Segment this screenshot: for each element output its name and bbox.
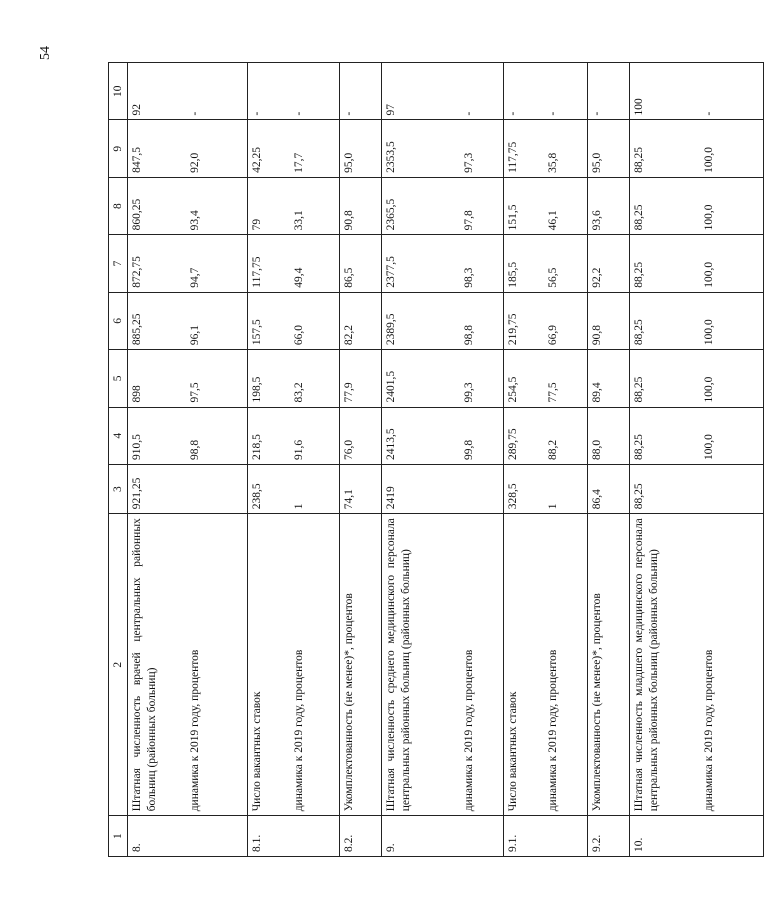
value-cell: 847,5 (128, 120, 186, 177)
indicator-label-cell: динамика к 2019 году, процентов (544, 514, 588, 816)
value-cell: 100,0 (700, 407, 764, 464)
header-cell: 4 (109, 407, 128, 464)
value-cell: 17,7 (290, 120, 340, 177)
value-cell: 93,6 (588, 177, 630, 234)
header-row (109, 63, 128, 857)
header-cell: 10 (109, 63, 128, 121)
value-cell: 254,5 (504, 350, 544, 407)
header-cell: 7 (109, 235, 128, 292)
value-cell: 151,5 (504, 177, 544, 234)
value-cell: 885,25 (128, 292, 186, 349)
value-cell: - (504, 63, 544, 121)
value-cell: 92,2 (588, 235, 630, 292)
value-cell: 2419 (382, 464, 460, 513)
value-cell: 74,1 (340, 464, 382, 513)
value-cell: 77,9 (340, 350, 382, 407)
value-cell: 91,6 (290, 407, 340, 464)
value-cell: 90,8 (588, 292, 630, 349)
value-cell: 95,0 (588, 120, 630, 177)
indicator-label-cell: Число вакантных ставок (248, 514, 290, 816)
table-row (186, 63, 248, 857)
table-row (544, 63, 588, 857)
value-cell: 100,0 (700, 235, 764, 292)
table-row (382, 63, 460, 857)
row-number-cell (186, 816, 248, 857)
indicator-label-cell: динамика к 2019 году, процентов (290, 514, 340, 816)
table-body (128, 63, 764, 857)
table-row (340, 63, 382, 857)
value-cell: 66,0 (290, 292, 340, 349)
header-cell: 1 (109, 816, 128, 857)
staffing-table (108, 62, 764, 857)
value-cell: 86,4 (588, 464, 630, 513)
value-cell: 90,8 (340, 177, 382, 234)
value-cell: 99,3 (460, 350, 504, 407)
value-cell: 79 (248, 177, 290, 234)
row-number-cell (544, 816, 588, 857)
value-cell: - (186, 63, 248, 121)
value-cell: 2413,5 (382, 407, 460, 464)
table-row (248, 63, 290, 857)
value-cell: 97,3 (460, 120, 504, 177)
value-cell: 96,1 (186, 292, 248, 349)
table-row (460, 63, 504, 857)
header-cell: 3 (109, 464, 128, 513)
value-cell: 92 (128, 63, 186, 121)
row-number-cell (290, 816, 340, 857)
row-number-cell: 9.1. (504, 816, 544, 857)
value-cell: 94,7 (186, 235, 248, 292)
value-cell: 76,0 (340, 407, 382, 464)
indicator-label-cell: Число вакантных ставок (504, 514, 544, 816)
table-row (588, 63, 630, 857)
value-cell: 238,5 (248, 464, 290, 513)
value-cell: 910,5 (128, 407, 186, 464)
value-cell: 898 (128, 350, 186, 407)
value-cell: - (700, 63, 764, 121)
value-cell: 100,0 (700, 177, 764, 234)
value-cell: 88,25 (630, 120, 700, 177)
row-number-cell: 8.1. (248, 816, 290, 857)
value-cell: 42,25 (248, 120, 290, 177)
value-cell: 66,9 (544, 292, 588, 349)
indicator-label-cell: Штатная численность младшего медицинского персонала центральных районных больниц (районных больниц) (630, 514, 700, 816)
value-cell: - (290, 63, 340, 121)
value-cell: 88,25 (630, 407, 700, 464)
value-cell: 83,2 (290, 350, 340, 407)
header-cell: 9 (109, 120, 128, 177)
value-cell: 92,0 (186, 120, 248, 177)
value-cell: 2377,5 (382, 235, 460, 292)
value-cell: 117,75 (248, 235, 290, 292)
value-cell: 100,0 (700, 350, 764, 407)
row-number-cell: 10. (630, 816, 700, 857)
value-cell: 88,25 (630, 177, 700, 234)
value-cell: 100,0 (700, 292, 764, 349)
value-cell: 97 (382, 63, 460, 121)
value-cell: 1 (290, 464, 340, 513)
row-number-cell: 9.2. (588, 816, 630, 857)
value-cell: 1 (544, 464, 588, 513)
value-cell: 88,25 (630, 464, 700, 513)
table-row (630, 63, 700, 857)
value-cell (186, 464, 248, 513)
value-cell (460, 464, 504, 513)
indicator-label-cell: динамика к 2019 году, процентов (186, 514, 248, 816)
value-cell: 93,4 (186, 177, 248, 234)
value-cell: 100,0 (700, 120, 764, 177)
value-cell: 218,5 (248, 407, 290, 464)
header-cell: 6 (109, 292, 128, 349)
value-cell: 2401,5 (382, 350, 460, 407)
value-cell: 88,2 (544, 407, 588, 464)
value-cell: 100 (630, 63, 700, 121)
value-cell: 88,25 (630, 235, 700, 292)
row-number-cell (700, 816, 764, 857)
value-cell: 46,1 (544, 177, 588, 234)
value-cell: 88,0 (588, 407, 630, 464)
value-cell: 33,1 (290, 177, 340, 234)
value-cell: - (544, 63, 588, 121)
table-row (504, 63, 544, 857)
indicator-label-cell: динамика к 2019 году, процентов (460, 514, 504, 816)
value-cell: 289,75 (504, 407, 544, 464)
value-cell: 219,75 (504, 292, 544, 349)
indicator-label-cell: Штатная численность среднего медицинского персонала центральных районных больниц (районных больниц) (382, 514, 460, 816)
value-cell: 2353,5 (382, 120, 460, 177)
value-cell: 89,4 (588, 350, 630, 407)
value-cell: 2389,5 (382, 292, 460, 349)
value-cell: 56,5 (544, 235, 588, 292)
value-cell: 97,5 (186, 350, 248, 407)
value-cell: 88,25 (630, 350, 700, 407)
value-cell: 35,8 (544, 120, 588, 177)
row-number-cell: 8. (128, 816, 186, 857)
value-cell: 86,5 (340, 235, 382, 292)
value-cell: 185,5 (504, 235, 544, 292)
value-cell: 860,25 (128, 177, 186, 234)
header-cell: 2 (109, 514, 128, 816)
value-cell: 921,25 (128, 464, 186, 513)
table-row (290, 63, 340, 857)
indicator-label-cell: динамика к 2019 году, процентов (700, 514, 764, 816)
indicator-label-cell: Штатная численность врачей центральных районных больниц (районных больниц) (128, 514, 186, 816)
table-row (700, 63, 764, 857)
table-row (128, 63, 186, 857)
value-cell: 98,3 (460, 235, 504, 292)
value-cell: 82,2 (340, 292, 382, 349)
value-cell: 117,75 (504, 120, 544, 177)
header-cell: 5 (109, 350, 128, 407)
header-cell: 8 (109, 177, 128, 234)
value-cell: 49,4 (290, 235, 340, 292)
page-number: 54 (38, 46, 53, 60)
value-cell: - (588, 63, 630, 121)
value-cell: 88,25 (630, 292, 700, 349)
indicator-label-cell: Укомплектованность (не менее)*, процентов (588, 514, 630, 816)
value-cell: 157,5 (248, 292, 290, 349)
row-number-cell: 9. (382, 816, 460, 857)
rotated-table-sheet (108, 62, 715, 857)
value-cell: 872,75 (128, 235, 186, 292)
value-cell: 95,0 (340, 120, 382, 177)
row-number-cell (460, 816, 504, 857)
value-cell: - (340, 63, 382, 121)
value-cell: 328,5 (504, 464, 544, 513)
indicator-label-cell: Укомплектованность (не менее)*, процентов (340, 514, 382, 816)
value-cell: - (460, 63, 504, 121)
row-number-cell: 8.2. (340, 816, 382, 857)
value-cell: - (248, 63, 290, 121)
value-cell: 2365,5 (382, 177, 460, 234)
value-cell: 97,8 (460, 177, 504, 234)
value-cell (700, 464, 764, 513)
value-cell: 98,8 (460, 292, 504, 349)
value-cell: 198,5 (248, 350, 290, 407)
value-cell: 98,8 (186, 407, 248, 464)
value-cell: 77,5 (544, 350, 588, 407)
value-cell: 99,8 (460, 407, 504, 464)
